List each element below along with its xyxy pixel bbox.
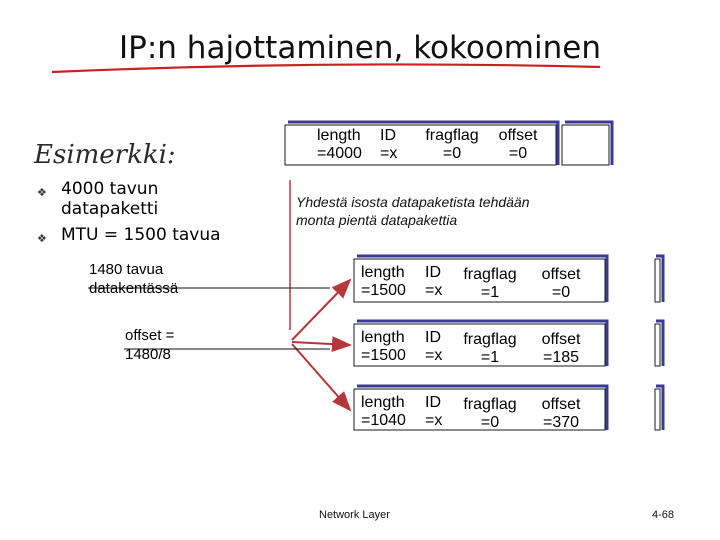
arrow-to-fragment-1 — [292, 280, 350, 340]
offset-note — [125, 326, 174, 364]
bullet-mtu — [37, 225, 261, 245]
fragment-3-fragflag-field: fragflag =0 — [463, 396, 517, 431]
bullet-text: 4000 tavun datapaketti — [61, 179, 159, 219]
fragment-3-id-field: ID =x — [425, 394, 443, 429]
fragment-2-offset-field: offset =185 — [541, 331, 581, 366]
fragment-2-id-field: ID =x — [425, 329, 443, 364]
offset-note-line-2: 1480/8 — [125, 346, 171, 363]
caption-line-1: Yhdestä isosta datapaketista tehdään — [296, 194, 530, 210]
arrow-to-fragment-3 — [292, 344, 350, 410]
footer-page-number: 4-68 — [652, 509, 675, 521]
bullet-datagram — [37, 179, 231, 219]
footer-chapter: Network Layer — [319, 509, 390, 521]
fragment-3-length-field: length =1040 — [361, 394, 406, 429]
original-id-field: ID =x — [380, 127, 398, 162]
page-title: IP:n hajottaminen, kokoominen — [119, 30, 601, 66]
fragment-3-offset-field: offset =370 — [541, 396, 581, 431]
diamond-bullet-icon: ❖ — [37, 232, 47, 245]
fragment-1-fragflag-field: fragflag =1 — [463, 266, 517, 301]
original-fragflag-field: fragflag =0 — [425, 127, 479, 162]
fragment-2-length-field: length =1500 — [361, 329, 406, 364]
arrow-to-fragment-2 — [292, 342, 350, 345]
fragment-1-offset-field: offset =0 — [541, 266, 581, 301]
fragment-arrows — [292, 280, 350, 410]
caption-line-2: monta pientä datapakettia — [296, 212, 458, 228]
fragment-2-fragflag-field: fragflag =1 — [463, 331, 517, 366]
payload-note-line-2: datakentässä — [89, 280, 179, 297]
payload-note-line-1: 1480 tavua — [89, 261, 164, 278]
fragmentation-caption — [296, 193, 616, 229]
original-offset-field: offset =0 — [498, 127, 538, 162]
payload-note — [89, 260, 178, 298]
offset-note-line-1: offset = — [125, 327, 175, 344]
fragment-1-id-field: ID =x — [425, 264, 443, 299]
example-heading: Esimerkki: — [34, 140, 176, 170]
bullet-text: MTU = 1500 tavua — [61, 225, 221, 245]
diamond-bullet-icon: ❖ — [37, 186, 47, 199]
fragment-1-length-field: length =1500 — [361, 264, 406, 299]
original-length-field: length =4000 — [317, 127, 362, 162]
